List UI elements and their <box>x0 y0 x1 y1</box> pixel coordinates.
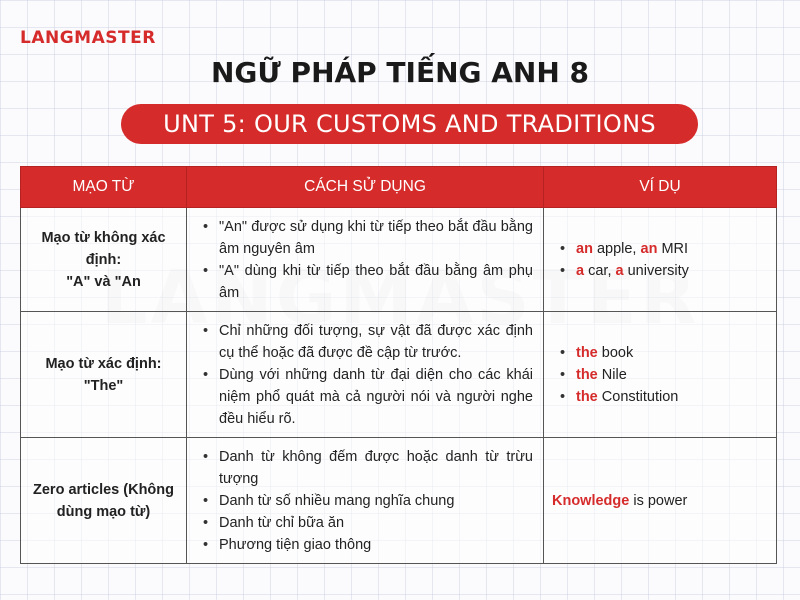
usage-list <box>201 320 533 430</box>
article-term-line: Mạo từ không xác định: <box>41 229 166 268</box>
usage-item: • Chỉ những đối tượng, sự vật đã được xác định cụ thể hoặc đã được đề cập từ trước. <box>201 320 533 364</box>
subtitle-banner <box>121 104 698 144</box>
usage-cell <box>187 312 544 438</box>
table-row <box>21 312 777 438</box>
table-row <box>21 438 777 564</box>
example-text: university <box>623 262 689 279</box>
article-term-line: Mạo từ xác định: <box>45 355 162 372</box>
usage-item: • Danh từ không đếm được hoặc danh từ trừu tượng <box>201 446 533 490</box>
usage-item: • Danh từ chỉ bữa ăn <box>201 512 533 534</box>
article-term-cell <box>21 438 187 564</box>
usage-item: • "An" được sử dụng khi từ tiếp theo bắt đầu bằng âm nguyên âm <box>201 216 533 260</box>
article-keyword: the <box>576 366 598 383</box>
example-item <box>552 260 768 282</box>
usage-item: • "A" dùng khi từ tiếp theo bắt đầu bằng âm phụ âm <box>201 260 533 304</box>
usage-cell <box>187 438 544 564</box>
article-term-cell <box>21 312 187 438</box>
example-item <box>552 238 768 260</box>
example-item <box>552 342 768 364</box>
example-text: is power <box>629 492 688 509</box>
table-row <box>21 208 777 312</box>
usage-item: • Dùng với những danh từ đại diện cho các khái niệm phổ quát mà cả người nói và người nghe đều hiểu rõ. <box>201 364 533 430</box>
article-term-line: "A" và "An <box>66 273 141 290</box>
header-article: MẠO TỪ <box>21 167 187 208</box>
example-cell <box>544 208 777 312</box>
usage-list <box>201 446 533 556</box>
article-keyword: the <box>576 388 598 405</box>
example-list <box>552 490 768 512</box>
brand-logo: LANGMASTER <box>20 28 156 48</box>
example-text: MRI <box>657 240 689 257</box>
article-keyword: the <box>576 344 598 361</box>
table-header-row <box>21 167 777 208</box>
header-example: VÍ DỤ <box>544 167 777 208</box>
article-term-line: "The" <box>83 377 124 394</box>
example-cell <box>544 312 777 438</box>
example-text: book <box>597 344 634 361</box>
article-keyword: an <box>576 240 593 257</box>
example-item <box>552 386 768 408</box>
example-cell <box>544 438 777 564</box>
example-item <box>552 364 768 386</box>
article-keyword: a <box>576 262 585 279</box>
grammar-table <box>20 166 777 564</box>
usage-list <box>201 216 533 304</box>
header-usage: CÁCH SỬ DỤNG <box>187 167 544 208</box>
article-keyword: Knowledge <box>552 492 630 509</box>
article-keyword: an <box>640 240 658 257</box>
example-item <box>552 490 768 512</box>
page-title: NGỮ PHÁP TIẾNG ANH 8 <box>210 56 590 89</box>
example-text: Constitution <box>597 388 679 405</box>
subtitle-text: UNT 5: OUR CUSTOMS AND TRADITIONS <box>163 110 656 138</box>
usage-item: • Danh từ số nhiều mang nghĩa chung <box>201 490 533 512</box>
example-text: car, <box>584 262 616 279</box>
usage-item: • Phương tiện giao thông <box>201 534 533 556</box>
article-term-line: Zero articles (Không dùng mạo từ) <box>33 481 174 520</box>
article-keyword: a <box>615 262 624 279</box>
article-term-cell <box>21 208 187 312</box>
example-text: Nile <box>597 366 627 383</box>
example-list <box>552 238 768 282</box>
example-list <box>552 342 768 408</box>
usage-cell <box>187 208 544 312</box>
example-text: apple, <box>592 240 641 257</box>
